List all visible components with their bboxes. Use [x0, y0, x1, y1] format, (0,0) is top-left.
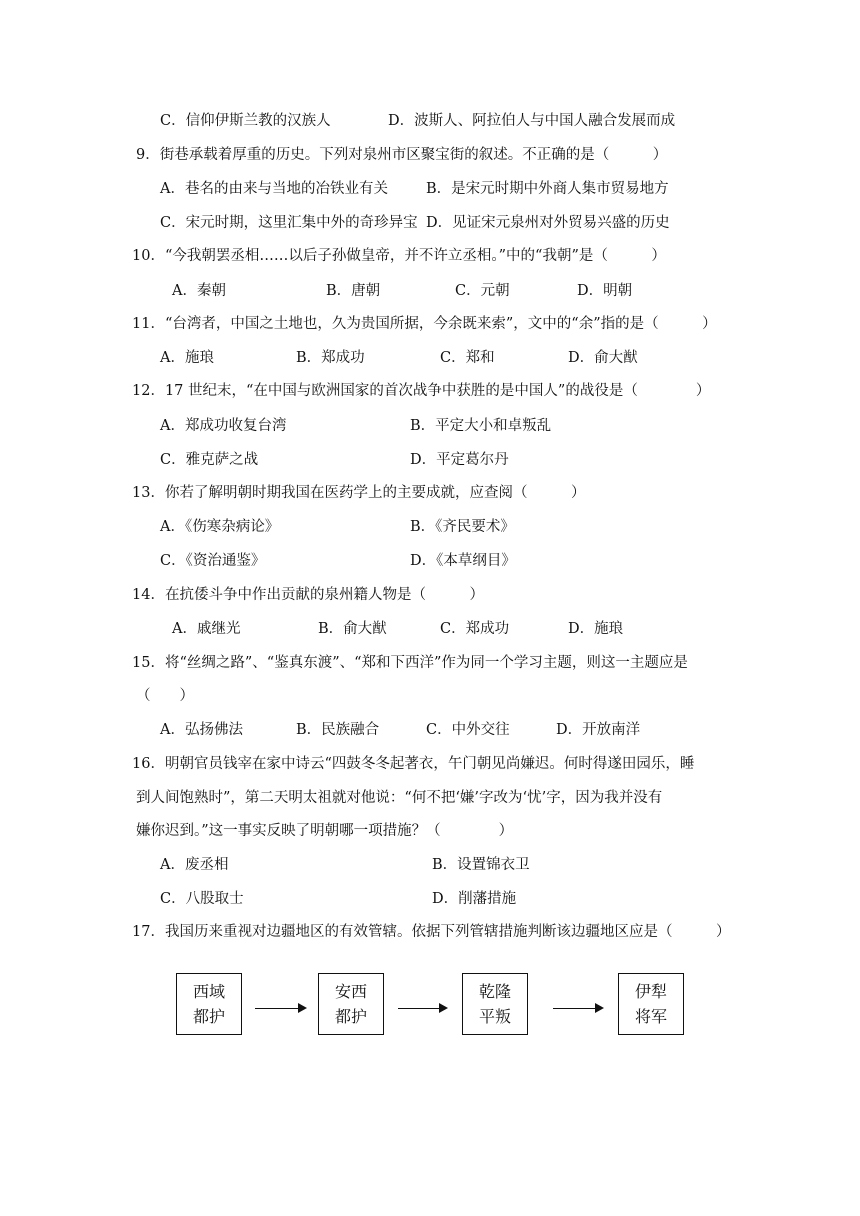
q8-option-d: D．波斯人、阿拉伯人与中国人融合发展而成	[388, 113, 676, 129]
q13-option-b: B．《齐民要术》	[410, 519, 515, 535]
q9-option-d: D．见证宋元泉州对外贸易兴盛的历史	[426, 215, 670, 231]
q9-option-a: A．巷名的由来与当地的冶铁业有关	[160, 181, 388, 197]
q10-text: “今我朝罢丞相……以后子孙做皇帝，并不许立丞相。”中的“我朝”是（ ）	[164, 248, 666, 264]
q15-option-a: A．弘扬佛法	[160, 722, 243, 738]
flow-box-line2: 将军	[634, 1007, 667, 1026]
flow-box-line2: 平叛	[478, 1007, 511, 1026]
q11-option-d: D．俞大猷	[568, 350, 638, 366]
q12-text: 17 世纪末，“在中国与欧洲国家的首次战争中获胜的是中国人”的战役是（ ）	[164, 383, 711, 399]
q9-text: 街巷承载着厚重的历史。下列对泉州市区聚宝街的叙述。不正确的是（ ）	[159, 147, 668, 163]
q14-stem	[132, 585, 484, 605]
flow-box-qianlong-pingpan	[462, 973, 528, 1035]
q16-stem	[132, 754, 694, 774]
q12-stem	[132, 381, 710, 401]
q16-option-c: C．八股取士	[160, 891, 244, 907]
q13-number: 13．	[132, 485, 165, 501]
q15-stem	[132, 653, 688, 673]
q9-option-b: B．是宋元时期中外商人集市贸易地方	[426, 181, 669, 197]
q9-number: 9．	[136, 147, 160, 163]
q11-option-a: A．施琅	[160, 350, 214, 366]
q14-option-d: D．施琅	[568, 621, 624, 637]
flow-box-line1: 乾隆	[478, 982, 511, 1001]
q8-option-c: C．信仰伊斯兰教的汉族人	[160, 113, 331, 129]
q11-text: “台湾者，中国之土地也，久为贵国所据，今余既来索”，文中的“余”指的是（ ）	[164, 316, 717, 332]
flow-box-xiyu-duhu	[176, 973, 242, 1035]
q14-number: 14．	[132, 587, 165, 603]
q13-option-c: C．《资治通鉴》	[160, 553, 266, 569]
q9-stem	[136, 145, 667, 165]
flow-box-line2: 都护	[192, 1007, 225, 1026]
q10-stem	[132, 246, 666, 266]
q12-number: 12．	[132, 383, 165, 399]
q14-text: 在抗倭斗争中作出贡献的泉州籍人物是（ ）	[164, 587, 484, 603]
q10-option-c: C．元朝	[455, 283, 510, 299]
q17-stem	[132, 922, 730, 942]
q12-option-a: A．郑成功收复台湾	[160, 418, 287, 434]
q10-option-b: B．唐朝	[326, 283, 381, 299]
q16-stem-line3: 嫌你迟到。”这一事实反映了明朝哪一项措施？（ ）	[136, 823, 514, 839]
flow-arrow	[398, 1008, 446, 1009]
q12-option-b: B．平定大小和卓叛乱	[410, 418, 552, 434]
q15-option-d: D．开放南洋	[556, 722, 641, 738]
q14-option-c: C．郑成功	[440, 621, 510, 637]
q11-stem	[132, 314, 717, 334]
q16-option-a: A．废丞相	[160, 857, 229, 873]
q16-option-b: B．设置锦衣卫	[432, 857, 530, 873]
q15-option-c: C．中外交往	[426, 722, 510, 738]
q17-number: 17．	[132, 924, 165, 940]
q16-text: 明朝官员钱宰在家中诗云“四鼓冬冬起著衣，午门朝见尚嫌迟。何时得遂田园乐，睡	[164, 756, 695, 772]
q13-text: 你若了解明朝时期我国在医药学上的主要成就，应查阅（ ）	[164, 485, 586, 501]
q9-option-c: C．宋元时期，这里汇集中外的奇珍异宝	[160, 215, 418, 231]
q12-option-c: C．雅克萨之战	[160, 452, 259, 468]
q13-option-d: D．《本草纲目》	[410, 553, 516, 569]
q16-stem-line2: 到人间饱熟时”，第二天明太祖就对他说：“何不把‘嫌’字改为‘忧’字，因为我并没有	[136, 790, 663, 806]
q10-number: 10．	[132, 248, 165, 264]
q16-number: 16．	[132, 756, 165, 772]
q11-option-b: B．郑成功	[296, 350, 365, 366]
q15-stem-continued: （ ）	[136, 688, 194, 704]
flow-box-line1: 伊犁	[634, 982, 667, 1001]
q10-option-d: D．明朝	[577, 283, 633, 299]
q15-number: 15．	[132, 655, 165, 671]
flow-box-line2: 都护	[334, 1007, 367, 1026]
flow-arrow	[255, 1008, 305, 1009]
q10-option-a: A．秦朝	[172, 283, 226, 299]
q13-stem	[132, 483, 585, 503]
q11-option-c: C．郑和	[440, 350, 495, 366]
flow-arrow	[553, 1008, 602, 1009]
flow-box-anxi-duhu	[318, 973, 384, 1035]
q15-option-b: B．民族融合	[296, 722, 380, 738]
q12-option-d: D．平定葛尔丹	[410, 452, 509, 468]
q15-text: 将“丝绸之路”、“鉴真东渡”、“郑和下西洋”作为同一个学习主题，则这一主题应是	[164, 655, 688, 671]
q17-text: 我国历来重视对边疆地区的有效管辖。依据下列管辖措施判断该边疆地区应是（ ）	[164, 924, 731, 940]
q13-option-a: A．《伤寒杂病论》	[160, 519, 280, 535]
flow-box-line1: 西域	[192, 982, 225, 1001]
q16-option-d: D．削藩措施	[432, 891, 517, 907]
q14-option-a: A．戚继光	[172, 621, 241, 637]
q11-number: 11．	[132, 316, 165, 332]
flow-box-line1: 安西	[334, 982, 367, 1001]
flow-box-yili-jiangjun	[618, 973, 684, 1035]
q14-option-b: B．俞大猷	[318, 621, 387, 637]
